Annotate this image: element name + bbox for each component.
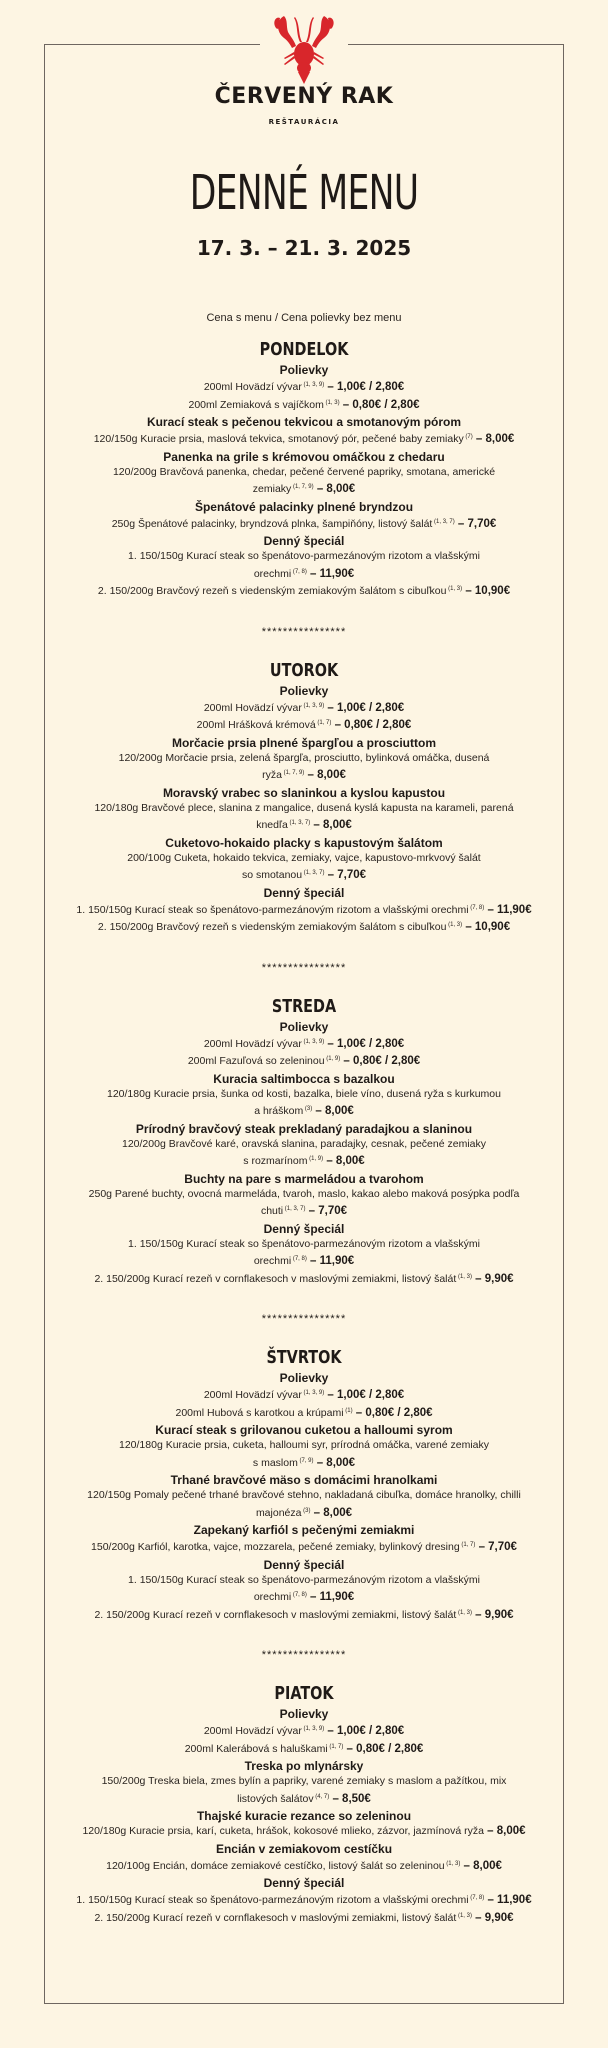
dish-line bbox=[56, 1052, 552, 1070]
dish-heading: Špenátové palacinky plnené bryndzou bbox=[194, 499, 414, 514]
dish-text: chuti bbox=[260, 1205, 284, 1217]
dish-line bbox=[56, 582, 552, 600]
dish-line bbox=[56, 1740, 552, 1758]
allergens: (1) bbox=[343, 1407, 353, 1414]
dish-price: – 8,00€ bbox=[312, 1105, 354, 1117]
dish-heading: Treska po mlynársky bbox=[244, 1759, 364, 1773]
dish-text: 2. 150/200g Kurací rezeň v cornflakesoch v maslovými zemiakmi, listový šalát bbox=[94, 1911, 457, 1924]
dish-text: 200ml Fazuľová so zeleninou bbox=[187, 1055, 325, 1067]
dish-line bbox=[56, 866, 552, 884]
dish-price: – 8,00€ bbox=[310, 819, 352, 831]
dish-text: 120/180g Kuracie prsia, šunka od kosti, bazalka, biele víno, dusená ryža s kurkumou bbox=[107, 1087, 501, 1100]
dish-text: 2. 150/200g Bravčový rezeň s viedenským zemiakovým šalátom s cibuľkou bbox=[97, 585, 447, 597]
day-heading: UTOROK bbox=[269, 659, 339, 681]
allergens: (1, 7, 9) bbox=[281, 770, 305, 776]
dish-text: orechmi bbox=[253, 1255, 292, 1267]
dish-line bbox=[56, 549, 552, 565]
dish-text: 200ml Hubová s karotkou a krúpami bbox=[175, 1406, 344, 1419]
allergens: (7, 8) bbox=[291, 1256, 307, 1262]
day-heading: ŠTVRTOK bbox=[266, 1347, 342, 1368]
dish-heading: Polievky bbox=[279, 683, 329, 698]
dish-price: – 9,90€ bbox=[471, 1272, 514, 1285]
dish-text: 150/200g Karfiól, karotka, vajce, mozzarela, pečené zemiaky, bylinkový dresing bbox=[91, 1541, 460, 1553]
dish-line bbox=[56, 1102, 552, 1120]
dish-text: 200ml Hovädzí vývar bbox=[203, 701, 302, 714]
dish-line bbox=[56, 1790, 552, 1808]
dish-text: 120/100g Encián, domáce zemiakové cestíčko, listový šalát so zeleninou bbox=[106, 1859, 445, 1872]
dish-heading: Cuketovo-hokaido placky s kapustovým šalátom bbox=[165, 835, 443, 850]
dish-text: listových šalátov bbox=[237, 1792, 314, 1805]
dish-line bbox=[56, 1774, 552, 1790]
dish-price: – 1,00€ / 2,80€ bbox=[324, 1037, 405, 1050]
dish-heading: Polievky bbox=[279, 363, 329, 377]
dish-price: – 8,00€ bbox=[310, 1506, 353, 1519]
dish-text: zemiaky bbox=[252, 483, 292, 495]
dish-line bbox=[56, 1187, 552, 1203]
brand-subtitle: REŠTAURÁCIA bbox=[268, 118, 340, 126]
allergens: (1, 3, 9) bbox=[301, 702, 325, 709]
dish-text: orechmi bbox=[253, 1591, 292, 1603]
day-heading: PIATOK bbox=[274, 1683, 334, 1704]
dish-text: 1. 150/150g Kurací steak so špenátovo-parmezánovým rizotom a vlašskými bbox=[128, 1237, 480, 1250]
dish-text: so smotanou bbox=[241, 869, 303, 881]
allergens: (3) bbox=[301, 1507, 311, 1514]
dish-price: – 8,00€ bbox=[313, 483, 356, 495]
dish-line bbox=[56, 1909, 552, 1927]
dish-text: 120/200g Bravčová panenka, chedar, pečené červené papriky, smotana, americké bbox=[112, 465, 496, 478]
dish-heading: Denný špeciál bbox=[263, 1876, 345, 1890]
dish-heading: Prírodný bravčový steak prekladaný paradajkou a slaninou bbox=[135, 1121, 473, 1136]
dish-heading: Thajské kuracie rezance so zeleninou bbox=[196, 1809, 412, 1823]
allergens: (1, 7, 9) bbox=[291, 484, 314, 490]
dish-heading: Buchty na pare s marmeládou a tvarohom bbox=[184, 1171, 424, 1186]
allergens: (1, 3) bbox=[446, 586, 463, 592]
allergens: (4, 7) bbox=[313, 1793, 330, 1800]
allergens: (1, 3, 7) bbox=[302, 870, 325, 876]
day-separator: **************** bbox=[261, 1649, 347, 1661]
price-note: Cena s menu / Cena polievky bez menu bbox=[206, 312, 402, 324]
dish-price: – 1,00€ / 2,80€ bbox=[324, 381, 405, 393]
day-separator: **************** bbox=[261, 961, 347, 974]
dish-heading: Trhané bravčové mäso s domácimi hranolkami bbox=[170, 1473, 438, 1487]
allergens: (1, 3) bbox=[456, 1912, 472, 1919]
dish-text: 1. 150/150g Kurací steak so špenátovo-parmezánovým rizotom a vlašskými bbox=[128, 1573, 480, 1586]
dish-line bbox=[56, 1504, 552, 1522]
dish-price: – 7,70€ bbox=[454, 517, 497, 530]
dish-text: 120/200g Morčacie prsia, zelená špargľa, prosciutto, bylinková omáčka, dusená bbox=[118, 751, 490, 764]
allergens: (1, 3, 7) bbox=[283, 1206, 306, 1212]
allergens: (1, 9) bbox=[307, 1156, 324, 1162]
dish-line bbox=[56, 1404, 552, 1422]
allergens: (7, 8) bbox=[291, 568, 307, 575]
dish-text: s maslom bbox=[252, 1456, 298, 1469]
dish-text: orechmi bbox=[253, 567, 292, 580]
dish-line bbox=[56, 1488, 552, 1504]
dish-text: s rozmarínom bbox=[243, 1155, 308, 1167]
dish-price: – 11,90€ bbox=[484, 903, 532, 916]
dish-line bbox=[56, 1152, 552, 1170]
dish-price: – 0,80€ / 2,80€ bbox=[343, 1742, 424, 1755]
dish-heading: Kurací steak s grilovanou cuketou a halloumi syrom bbox=[155, 1423, 453, 1437]
dish-price: – 1,00€ / 2,80€ bbox=[324, 701, 405, 714]
dish-line bbox=[56, 816, 552, 834]
dish-line bbox=[56, 1438, 552, 1454]
allergens: (1, 3, 7) bbox=[432, 518, 455, 525]
dish-line bbox=[56, 1722, 552, 1740]
day-heading: PONDELOK bbox=[259, 339, 349, 360]
dish-text: 120/150g Kuracie prsia, maslová tekvica, smotanový pór, pečené baby zemiaky bbox=[93, 433, 464, 445]
dish-text: 250g Špenátové palacinky, bryndzová plnka, šampiňóny, listový šalát bbox=[111, 517, 433, 530]
dish-line bbox=[56, 1606, 552, 1624]
page-title: DENNÉ MENU bbox=[189, 165, 419, 221]
dish-price: – 0,80€ / 2,80€ bbox=[339, 398, 420, 411]
dish-text: 120/180g Kuracie prsia, karí, cuketa, hrášok, kokosové mlieko, zázvor, jazmínová ryža bbox=[82, 1825, 484, 1837]
dish-text: 2. 150/200g Kurací rezeň v cornflakesoch v maslovými zemiakmi, listový šalát bbox=[94, 1272, 457, 1285]
dish-text: 200ml Hovädzí vývar bbox=[203, 1725, 302, 1737]
dish-text: 250g Parené buchty, ovocná marmeláda, tvaroh, maslo, kakao alebo maková posýpka podľa bbox=[88, 1187, 520, 1200]
day-separator: **************** bbox=[261, 625, 347, 638]
dish-heading: Kuracia saltimbocca s bazalkou bbox=[213, 1071, 395, 1086]
dish-line bbox=[56, 396, 552, 414]
allergens: (3) bbox=[303, 1106, 313, 1112]
dish-text: 200ml Hrášková krémová bbox=[196, 719, 316, 731]
dish-text: 200ml Zemiaková s vajíčkom bbox=[188, 398, 324, 411]
allergens: (1, 3, 7) bbox=[287, 820, 311, 826]
dish-text: 200ml Kalerábová s haluškami bbox=[184, 1742, 328, 1755]
dish-price: – 10,90€ bbox=[462, 921, 511, 933]
dish-text: majonéza bbox=[255, 1506, 302, 1519]
dish-price: – 0,80€ / 2,80€ bbox=[331, 719, 412, 731]
dish-text: knedľa bbox=[256, 819, 288, 831]
dish-line bbox=[56, 1252, 552, 1270]
dish-price: – 7,70€ bbox=[475, 1541, 517, 1553]
allergens: (1, 3) bbox=[456, 1609, 472, 1616]
dish-price: – 10,90€ bbox=[462, 585, 511, 597]
dish-text: 1. 150/150g Kurací steak so špenátovo-parmezánovým rizotom a vlašskými orechmi bbox=[76, 1894, 469, 1906]
dish-price: – 1,00€ / 2,80€ bbox=[324, 1725, 405, 1737]
dish-heading: Denný špeciál bbox=[263, 1221, 345, 1236]
dish-line bbox=[56, 1202, 552, 1220]
dish-price: – 8,50€ bbox=[329, 1792, 371, 1805]
dish-line bbox=[56, 1857, 552, 1875]
dish-text: ryža bbox=[262, 769, 282, 781]
dish-price: – 8,00€ bbox=[460, 1859, 502, 1872]
dish-line bbox=[56, 1035, 552, 1053]
dish-line bbox=[56, 465, 552, 481]
dish-line bbox=[56, 901, 552, 919]
allergens: (1, 7) bbox=[315, 720, 332, 726]
dish-heading: Polievky bbox=[279, 1371, 329, 1385]
dish-line bbox=[56, 1573, 552, 1589]
dish-price: – 8,00€ bbox=[313, 1456, 356, 1469]
dish-heading: Polievky bbox=[279, 1707, 329, 1721]
dish-price: – 11,90€ bbox=[306, 1591, 355, 1603]
dish-heading: Kurací steak s pečenou tekvicou a smotanovým pórom bbox=[146, 415, 462, 429]
menu-content bbox=[56, 333, 552, 1926]
allergens: (1, 3, 9) bbox=[301, 1390, 325, 1396]
dish-text: 200ml Hovädzí vývar bbox=[203, 381, 302, 393]
dish-price: – 8,00€ bbox=[323, 1155, 365, 1167]
dish-line bbox=[56, 918, 552, 936]
crayfish-icon bbox=[254, 14, 354, 84]
dish-text: 1. 150/150g Kurací steak so špenátovo-parmezánovým rizotom a vlašskými bbox=[128, 550, 480, 562]
dish-price: – 11,90€ bbox=[306, 1255, 355, 1267]
dish-heading: Morčacie prsia plnené špargľou a prosciuttom bbox=[171, 735, 437, 750]
dish-price: – 8,00€ bbox=[304, 769, 346, 781]
allergens: (1, 3, 9) bbox=[301, 1038, 325, 1045]
dish-text: 200/100g Cuketa, hokaido tekvica, zemiaky, vajce, kapustovo-mrkvový šalát bbox=[127, 851, 481, 864]
dish-text: a hráškom bbox=[254, 1105, 304, 1117]
dish-line bbox=[56, 766, 552, 784]
menu-dates: 17. 3. – 21. 3. 2025 bbox=[196, 236, 412, 260]
allergens: (1, 3) bbox=[446, 922, 463, 928]
dish-text: 1. 150/150g Kurací steak so špenátovo-parmezánovým rizotom a vlašskými orechmi bbox=[76, 903, 469, 916]
dish-line bbox=[56, 751, 552, 767]
dish-heading: Panenka na grile s krémovou omáčkou z chedaru bbox=[163, 449, 445, 464]
dish-line bbox=[56, 430, 552, 448]
dish-heading: Denný špeciál bbox=[263, 1557, 345, 1572]
dish-price: – 9,90€ bbox=[471, 1608, 514, 1621]
allergens: (1, 3, 9) bbox=[301, 1726, 325, 1732]
dish-line bbox=[56, 515, 552, 533]
allergens: (1, 3, 9) bbox=[301, 382, 325, 388]
dish-text: 120/200g Bravčové karé, oravská slanina, paradajky, cesnak, pečené zemiaky bbox=[121, 1137, 486, 1150]
dish-line bbox=[56, 1891, 552, 1909]
dish-line bbox=[56, 378, 552, 396]
brand-name: ČERVENÝ RAK bbox=[214, 84, 394, 109]
dish-line bbox=[56, 716, 552, 734]
allergens: (7, 8) bbox=[291, 1592, 307, 1598]
dish-text: 120/180g Kuracie prsia, cuketa, halloumi syr, prírodná omáčka, varené zemiaky bbox=[118, 1439, 490, 1451]
dish-price: – 8,00€ bbox=[483, 1825, 526, 1837]
dish-line bbox=[56, 1824, 552, 1840]
dish-text: 120/180g Bravčové plece, slanina z mangalice, dusená kyslá kapusta na karameli, parená bbox=[94, 801, 514, 814]
dish-price: – 9,90€ bbox=[471, 1911, 514, 1924]
dish-line bbox=[56, 480, 552, 498]
dish-line bbox=[56, 1237, 552, 1253]
dish-line bbox=[56, 801, 552, 817]
dish-line bbox=[56, 1386, 552, 1404]
dish-text: 2. 150/200g Kurací rezeň v cornflakesoch v maslovými zemiakmi, listový šalát bbox=[94, 1608, 457, 1621]
dish-heading: Moravský vrabec so slaninkou a kyslou kapustou bbox=[162, 785, 446, 800]
allergens: (7, 8) bbox=[468, 904, 485, 911]
allergens: (7, 9) bbox=[297, 1457, 314, 1464]
allergens: (1, 3) bbox=[444, 1860, 461, 1867]
dish-line bbox=[56, 1137, 552, 1153]
dish-line bbox=[56, 1270, 552, 1288]
allergens: (7) bbox=[463, 434, 473, 440]
dish-price: – 11,90€ bbox=[306, 567, 355, 580]
dish-heading: Encián v zemiakovom cestíčku bbox=[215, 1841, 393, 1856]
dish-line bbox=[56, 699, 552, 717]
allergens: (1, 3) bbox=[323, 399, 340, 406]
dish-heading: Zapekaný karfiól s pečenými zemiakmi bbox=[193, 1523, 415, 1537]
dish-price: – 7,70€ bbox=[305, 1205, 348, 1217]
dish-heading: Denný špeciál bbox=[263, 885, 345, 900]
dish-price: – 8,00€ bbox=[472, 433, 515, 445]
dish-text: 2. 150/200g Bravčový rezeň s viedenským zemiakovým šalátom s cibuľkou bbox=[97, 921, 447, 933]
dish-text: 200ml Hovädzí vývar bbox=[203, 1037, 302, 1050]
allergens: (7, 8) bbox=[468, 1895, 485, 1901]
dish-heading: Denný špeciál bbox=[263, 534, 345, 548]
allergens: (1, 9) bbox=[324, 1056, 341, 1062]
dish-text: 200ml Hovädzí vývar bbox=[203, 1389, 302, 1401]
dish-price: – 7,70€ bbox=[324, 869, 367, 881]
dish-price: – 0,80€ / 2,80€ bbox=[352, 1406, 433, 1419]
dish-line bbox=[56, 565, 552, 583]
dish-price: – 1,00€ / 2,80€ bbox=[324, 1389, 405, 1401]
dish-line bbox=[56, 1538, 552, 1556]
day-heading: STREDA bbox=[271, 995, 337, 1017]
dish-price: – 0,80€ / 2,80€ bbox=[340, 1055, 421, 1067]
dish-heading: Polievky bbox=[279, 1019, 329, 1034]
dish-price: – 11,90€ bbox=[484, 1894, 532, 1906]
dish-text: 120/150g Pomaly pečené trhané bravčové stehno, nakladaná cibuľka, domáce hranolky, chilli bbox=[87, 1489, 521, 1501]
dish-line bbox=[56, 1087, 552, 1103]
dish-line bbox=[56, 851, 552, 867]
dish-line bbox=[56, 1588, 552, 1606]
allergens: (1, 7) bbox=[459, 1542, 476, 1548]
dish-line bbox=[56, 1454, 552, 1472]
allergens: (1, 7) bbox=[327, 1743, 344, 1750]
day-separator: **************** bbox=[261, 1313, 347, 1325]
dish-text: 150/200g Treska biela, zmes bylín a papriky, varené zemiaky s maslom a pažítkou, mix bbox=[101, 1775, 507, 1787]
allergens: (1, 3) bbox=[456, 1273, 472, 1280]
